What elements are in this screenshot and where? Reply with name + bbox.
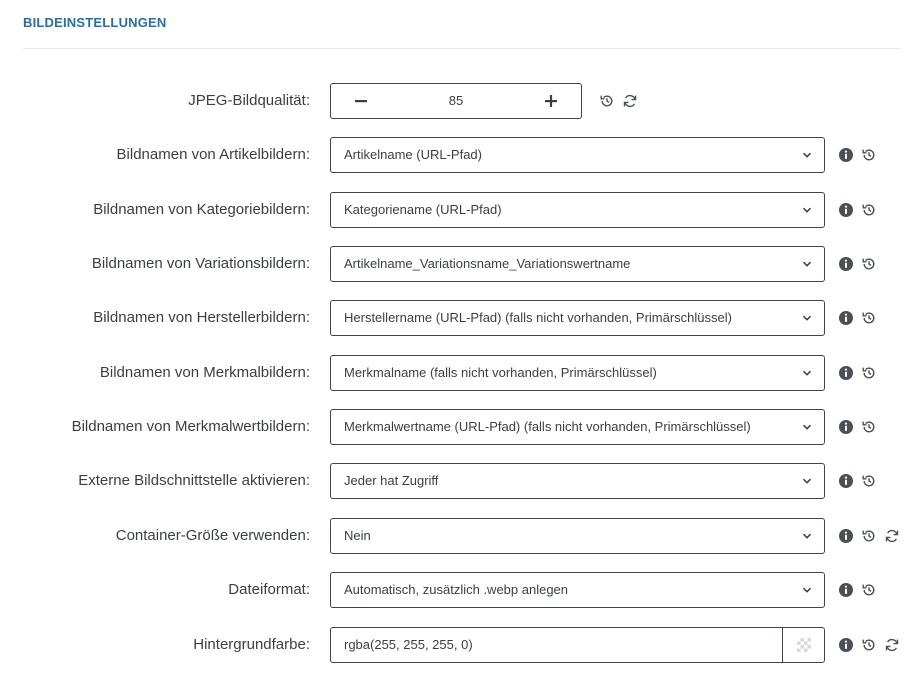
category-image-name-select[interactable]	[330, 192, 825, 228]
setting-row-article-images	[0, 137, 924, 173]
manufacturer-image-name-select[interactable]	[330, 300, 825, 336]
attribute-image-name-select[interactable]	[330, 355, 825, 391]
info-circle-icon[interactable]	[838, 310, 854, 326]
info-circle-icon[interactable]	[838, 365, 854, 381]
setting-label: Bildnamen von Artikelbildern:	[116, 146, 310, 163]
info-circle-icon[interactable]	[838, 637, 854, 653]
color-value[interactable]: rgba(255, 255, 255, 0)	[344, 637, 473, 652]
history-icon[interactable]	[861, 582, 877, 598]
select-value: Kategoriename (URL-Pfad)	[344, 202, 502, 217]
info-circle-icon[interactable]	[838, 147, 854, 163]
section-title: BILDEINSTELLUNGEN	[23, 15, 167, 30]
sync-icon[interactable]	[622, 93, 638, 109]
history-icon[interactable]	[861, 147, 877, 163]
jpeg-quality-value[interactable]: 85	[448, 93, 464, 108]
select-value: Jeder hat Zugriff	[344, 473, 439, 488]
history-icon[interactable]	[861, 365, 877, 381]
external-interface-select[interactable]	[330, 463, 825, 499]
setting-label: Bildnamen von Variationsbildern:	[91, 255, 310, 272]
chevron-down-icon	[802, 422, 812, 432]
decrement-button[interactable]	[341, 84, 381, 118]
history-icon[interactable]	[861, 202, 877, 218]
setting-label: Dateiformat:	[228, 581, 310, 598]
setting-label: Bildnamen von Herstellerbildern:	[93, 309, 310, 326]
history-icon[interactable]	[861, 256, 877, 272]
info-circle-icon[interactable]	[838, 202, 854, 218]
setting-row-attribute-images	[0, 355, 924, 391]
setting-label: Hintergrundfarbe:	[193, 636, 310, 653]
setting-row-container-size	[0, 518, 924, 554]
setting-label: Bildnamen von Merkmalwertbildern:	[71, 418, 310, 435]
attribute-value-image-name-select[interactable]	[330, 409, 825, 445]
increment-button[interactable]	[531, 84, 571, 118]
setting-row-file-format	[0, 572, 924, 608]
setting-row-external-interface	[0, 463, 924, 499]
history-icon[interactable]	[861, 473, 877, 489]
article-image-name-select[interactable]	[330, 137, 825, 173]
chevron-down-icon	[802, 476, 812, 486]
background-color-input[interactable]	[330, 627, 825, 663]
chevron-down-icon	[802, 150, 812, 160]
history-icon[interactable]	[861, 419, 877, 435]
history-icon[interactable]	[599, 93, 615, 109]
jpeg-quality-row	[0, 83, 924, 119]
container-size-select[interactable]	[330, 518, 825, 554]
setting-row-category-images	[0, 192, 924, 228]
select-value: Herstellername (URL-Pfad) (falls nicht vorhanden, Primärschlüssel)	[344, 310, 732, 325]
jpeg-quality-stepper	[330, 83, 582, 119]
select-value: Merkmalwertname (URL-Pfad) (falls nicht vorhanden, Primärschlüssel)	[344, 419, 751, 434]
select-value: Artikelname_Variationsname_Variationswertname	[344, 256, 631, 271]
file-format-select[interactable]	[330, 572, 825, 608]
history-icon[interactable]	[861, 637, 877, 653]
setting-label: Container-Größe verwenden:	[115, 527, 310, 544]
info-circle-icon[interactable]	[838, 582, 854, 598]
setting-label: Externe Bildschnittstelle aktivieren:	[78, 472, 310, 489]
chevron-down-icon	[802, 205, 812, 215]
select-value: Nein	[344, 528, 371, 543]
select-value: Artikelname (URL-Pfad)	[344, 147, 482, 162]
chevron-down-icon	[802, 368, 812, 378]
variation-image-name-select[interactable]	[330, 246, 825, 282]
color-swatch-button[interactable]	[782, 628, 824, 662]
chevron-down-icon	[802, 585, 812, 595]
setting-label: Bildnamen von Merkmalbildern:	[99, 364, 310, 381]
info-circle-icon[interactable]	[838, 473, 854, 489]
setting-row-variation-images	[0, 246, 924, 282]
setting-label: Bildnamen von Kategoriebildern:	[93, 201, 310, 218]
transparent-swatch-icon	[797, 638, 811, 652]
section-divider	[23, 48, 901, 49]
minus-icon	[355, 95, 367, 107]
plus-icon	[545, 95, 557, 107]
info-circle-icon[interactable]	[838, 528, 854, 544]
sync-icon[interactable]	[884, 637, 900, 653]
history-icon[interactable]	[861, 310, 877, 326]
setting-row-manufacturer-images	[0, 300, 924, 336]
history-icon[interactable]	[861, 528, 877, 544]
select-value: Automatisch, zusätzlich .webp anlegen	[344, 582, 569, 597]
chevron-down-icon	[802, 259, 812, 269]
setting-row-attribute-value-images	[0, 409, 924, 445]
select-value: Merkmalname (falls nicht vorhanden, Primärschlüssel)	[344, 365, 657, 380]
info-circle-icon[interactable]	[838, 256, 854, 272]
chevron-down-icon	[802, 313, 812, 323]
chevron-down-icon	[802, 531, 812, 541]
sync-icon[interactable]	[884, 528, 900, 544]
jpeg-quality-label: JPEG-Bildqualität:	[188, 92, 310, 109]
info-circle-icon[interactable]	[838, 419, 854, 435]
setting-row-background-color	[0, 627, 924, 663]
